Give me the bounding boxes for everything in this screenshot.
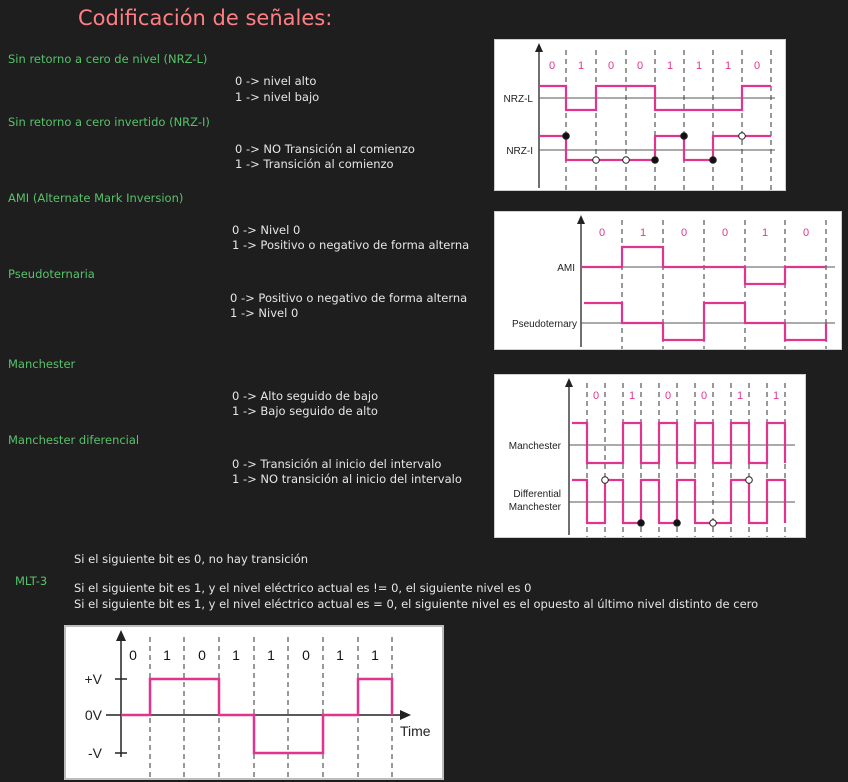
ami-bit-label: 0 [721,227,729,239]
rule-manchester-1: 1 -> Bajo seguido de alto [232,404,378,418]
no-transition-marker [710,520,717,527]
nrz-bit-label: 0 [607,60,615,72]
no-transition-marker [739,133,746,140]
rule-nrzl-1: 1 -> nivel bajo [235,90,320,104]
nrz-bit-label: 0 [753,60,761,72]
manchester-bit-label: 0 [592,390,600,402]
nrz-bit-label: 1 [577,60,585,72]
heading-nrzi: Sin retorno a cero invertido (NRZ-I) [8,115,210,129]
rule-mlt3-1: Si el siguiente bit es 1, y el nivel eléctrico actual es != 0, el siguiente nivel es 0 [74,581,532,595]
mlt3-bit-label: 0 [129,647,137,663]
page-title: Codificación de señales: [78,6,333,30]
rule-ami-0: 0 -> Nivel 0 [232,223,301,237]
transition-marker [674,520,681,527]
rule-nrzl-0: 0 -> nivel alto [235,74,317,88]
nrz-bit-label: 1 [695,60,703,72]
transition-marker [681,133,688,140]
transition-marker [710,157,717,164]
manchester-axis-arrow [565,378,573,387]
mlt3-diagram-svg [66,627,442,778]
ami-bit-label: 1 [761,227,769,239]
mlt3-bit-label: 1 [232,647,240,663]
manchester-bit-label: 1 [628,390,636,402]
ami-bit-boundaries [622,220,826,349]
mlt3-signal [121,679,392,753]
mlt3-bit-label: 0 [198,647,206,663]
mlt3-level-pos: +V [84,671,102,687]
nrz-bit-label: 0 [548,60,556,72]
manchester-label: Manchester [508,441,561,452]
mlt3-y-axis-arrow [116,630,126,641]
manchester-bit-boundaries [587,383,785,537]
heading-pseudo: Pseudoternaria [8,267,95,281]
ami-bit-label: 1 [639,227,647,239]
transition-marker [638,520,645,527]
rule-pseudo-1: 1 -> Nivel 0 [230,306,299,320]
nrz-diagram [494,39,786,191]
rule-diffman-0: 0 -> Transición al inicio del intervalo [232,457,442,471]
mlt3-bit-label: 0 [302,647,310,663]
ami-axis-arrow [577,215,585,224]
ami-diagram [494,211,842,350]
transition-marker [563,133,570,140]
heading-mlt3: MLT-3 [15,574,48,588]
manchester-signal [572,423,785,463]
nrz-diagram-svg [495,40,785,190]
heading-nrzl: Sin retorno a cero de nivel (NRZ-L) [8,52,208,66]
mlt3-diagram [64,625,444,780]
ami-bit-label: 0 [802,227,810,239]
no-transition-marker [746,477,753,484]
mlt3-bit-label: 1 [163,647,171,663]
heading-manchester: Manchester [8,357,76,371]
no-transition-marker [602,477,609,484]
ami-label: AMI [557,263,575,274]
pseudo-signal [584,303,826,340]
rule-ami-1: 1 -> Positivo o negativo de forma alterna [232,238,470,252]
manchester-bit-label: 1 [736,390,744,402]
rule-pseudo-0: 0 -> Positivo o negativo de forma alterna [230,291,468,305]
rule-nrzi-0: 0 -> NO Transición al comienzo [235,142,415,156]
nrz-axis-arrow [535,43,543,52]
rule-nrzi-1: 1 -> Transición al comienzo [235,157,394,171]
nrz-bit-label: 1 [666,60,674,72]
ami-bit-label: 0 [680,227,688,239]
mlt3-bit-label: 1 [267,647,275,663]
rule-manchester-0: 0 -> Alto seguido de bajo [232,389,379,403]
mlt3-axis-time: Time [400,723,431,739]
manchester-bit-label: 0 [700,390,708,402]
nrzi-label: NRZ-I [506,146,533,157]
ami-diagram-svg [495,212,841,349]
manchester-bit-label: 1 [772,390,780,402]
diffman-label-line1: Differential [513,489,561,500]
nrz-bit-label: 1 [724,60,732,72]
mlt3-x-axis-arrow [400,710,411,720]
heading-ami: AMI (Alternate Mark Inversion) [8,191,184,205]
rule-mlt3-0: Si el siguiente bit es 0, no hay transición [74,552,309,566]
transition-marker [652,157,659,164]
manchester-diagram-svg [495,375,805,537]
pseudo-label: Pseudoternary [511,319,577,330]
rule-mlt3-2: Si el siguiente bit es 1, y el nivel eléctrico actual es = 0, el siguiente nivel es el opuesto al último nivel distinto de cero [74,597,759,611]
ami-bit-label: 0 [598,227,606,239]
nrzl-label: NRZ-L [503,94,533,105]
no-transition-marker [623,157,630,164]
mlt3-bit-label: 1 [371,647,379,663]
manchester-diagram [494,374,806,538]
mlt3-level-zero: 0V [84,707,102,723]
no-transition-marker [593,157,600,164]
mlt3-level-neg: -V [88,745,102,761]
nrz-bit-label: 0 [636,60,644,72]
heading-diffman: Manchester diferencial [8,433,140,447]
rule-diffman-1: 1 -> NO transición al inicio del intervalo [232,472,462,486]
diffman-label-line2: Manchester [508,502,561,513]
mlt3-bit-label: 1 [336,647,344,663]
manchester-bit-label: 0 [664,390,672,402]
